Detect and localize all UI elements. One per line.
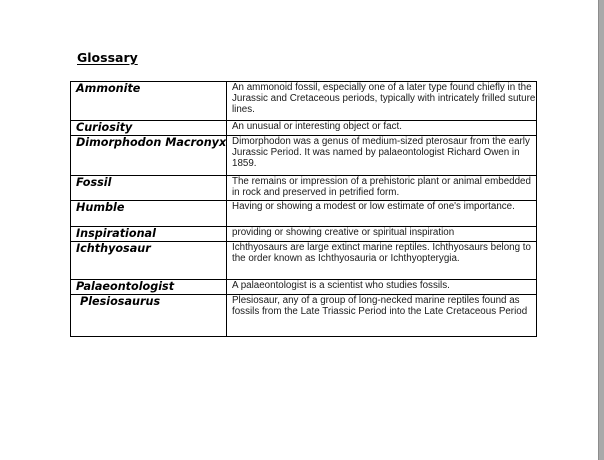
glossary-row bbox=[71, 121, 537, 136]
glossary-row bbox=[71, 136, 537, 176]
window-edge bbox=[598, 0, 604, 460]
glossary-definition: An unusual or interesting object or fact. bbox=[227, 121, 537, 136]
glossary-term: Palaeontologist bbox=[71, 280, 227, 295]
glossary-term: Fossil bbox=[71, 176, 227, 201]
glossary-term: Dimorphodon Macronyx bbox=[71, 136, 227, 176]
glossary-definition: Plesiosaur, any of a group of long-necked marine reptiles found as fossils from the Late Triassic Period into the Late Cretaceous Period bbox=[227, 295, 537, 337]
glossary-term: Ichthyosaur bbox=[71, 242, 227, 280]
glossary-term-label: Plesiosaurus bbox=[80, 295, 161, 308]
glossary-heading: Glossary bbox=[77, 50, 138, 65]
glossary-row bbox=[71, 82, 537, 121]
glossary-definition: Ichthyosaurs are large extinct marine reptiles. Ichthyosaurs belong to the order known as Ichthyosauria or Ichthyopterygia. bbox=[227, 242, 537, 280]
glossary-definition: Dimorphodon was a genus of medium-sized pterosaur from the early Jurassic Period. It was named by palaeontologist Richard Owen in 1859. bbox=[227, 136, 537, 176]
glossary-definition: A palaeontologist is a scientist who studies fossils. bbox=[227, 280, 537, 295]
glossary-row bbox=[71, 280, 537, 295]
glossary-definition: Having or showing a modest or low estimate of one's importance. bbox=[227, 201, 537, 227]
glossary-table bbox=[70, 81, 537, 337]
glossary-term bbox=[71, 295, 227, 337]
glossary-definition: providing or showing creative or spiritual inspiration bbox=[227, 227, 537, 242]
glossary-definition: An ammonoid fossil, especially one of a later type found chiefly in the Jurassic and Cretaceous periods, typically with intricately frilled suture lines. bbox=[227, 82, 537, 121]
glossary-definition: The remains or impression of a prehistoric plant or animal embedded in rock and preserved in petrified form. bbox=[227, 176, 537, 201]
glossary-row bbox=[71, 295, 537, 337]
glossary-row bbox=[71, 242, 537, 280]
glossary-term: Ammonite bbox=[71, 82, 227, 121]
glossary-term: Humble bbox=[71, 201, 227, 227]
glossary-term: Curiosity bbox=[71, 121, 227, 136]
glossary-row bbox=[71, 227, 537, 242]
glossary-term: Inspirational bbox=[71, 227, 227, 242]
glossary-row bbox=[71, 176, 537, 201]
glossary-row bbox=[71, 201, 537, 227]
